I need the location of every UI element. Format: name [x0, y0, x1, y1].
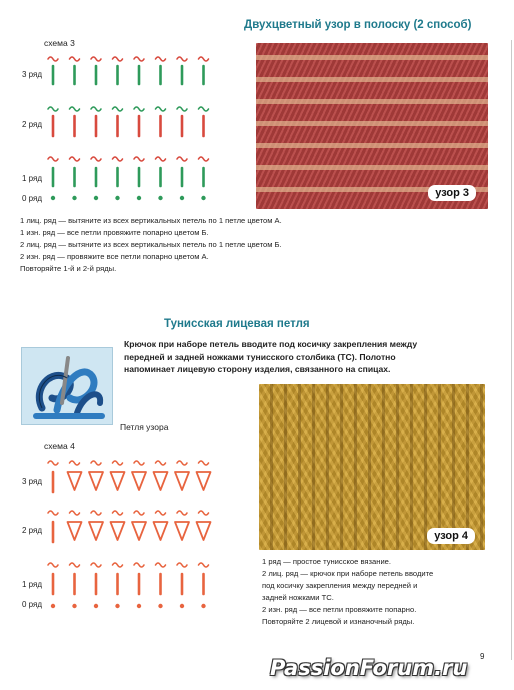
- chain-dot: [201, 604, 205, 608]
- tilde-mark: [91, 57, 101, 61]
- section2-instructions: [262, 556, 433, 628]
- tilde-mark: [177, 57, 187, 61]
- instruction-line: 1 лиц. ряд — вытяните из всех вертикальных петель по 1 петле цветом А.: [20, 216, 282, 225]
- tilde-mark: [156, 461, 166, 465]
- instruction-line: 1 изн. ряд — все петли провяжите попарно цветом Б.: [20, 228, 209, 237]
- chain-dot: [137, 604, 141, 608]
- triangle-stitch: [89, 472, 103, 490]
- schema3-diagram: [45, 48, 235, 208]
- schema4-row0-label: 0 ряд: [22, 600, 43, 609]
- tilde-mark: [91, 157, 101, 161]
- tilde-mark: [134, 57, 144, 61]
- tilde-mark: [199, 563, 209, 567]
- section2-intro: [124, 338, 417, 376]
- chain-dot: [51, 196, 55, 200]
- tilde-mark: [156, 107, 166, 111]
- intro-line: Крючок при наборе петель вводите под косичку закрепления между: [124, 339, 418, 349]
- triangle-stitch: [89, 522, 103, 540]
- tilde-mark: [91, 563, 101, 567]
- triangle-stitch: [197, 522, 211, 540]
- tilde-mark: [70, 563, 80, 567]
- instruction-line: 2 изн. ряд — провяжите все петли попарно цветом А.: [20, 252, 209, 261]
- schema4-row1-label: 1 ряд: [22, 580, 43, 589]
- tilde-mark: [199, 461, 209, 465]
- tilde-mark: [113, 461, 123, 465]
- instruction-line: 1 ряд — простое тунисское вязание.: [262, 557, 392, 566]
- tilde-mark: [156, 563, 166, 567]
- chain-dot: [180, 196, 184, 200]
- schema4-diagram: [45, 452, 235, 614]
- chain-dot: [115, 604, 119, 608]
- stitch-loop-illustration: [21, 347, 113, 425]
- triangle-stitch: [111, 522, 125, 540]
- page-edge: [511, 40, 512, 660]
- section1-title: Двухцветный узор в полоску (2 способ): [244, 19, 472, 31]
- tilde-mark: [156, 511, 166, 515]
- chain-dot: [115, 196, 119, 200]
- instruction-line: 2 лиц. ряд — крючок при наборе петель вводите: [262, 569, 434, 578]
- tilde-mark: [134, 563, 144, 567]
- instruction-line: Повторяйте 1-й и 2-й ряды.: [20, 264, 117, 273]
- tilde-mark: [48, 107, 58, 111]
- tilde-mark: [177, 563, 187, 567]
- triangle-stitch: [68, 472, 82, 490]
- instruction-line: задней ножками ТС.: [262, 593, 334, 602]
- tilde-mark: [177, 107, 187, 111]
- triangle-stitch: [68, 522, 82, 540]
- tilde-mark: [156, 157, 166, 161]
- section2-title: Тунисская лицевая петля: [164, 318, 310, 330]
- schema4-row2-label: 2 ряд: [22, 526, 43, 535]
- tilde-mark: [48, 511, 58, 515]
- triangle-stitch: [197, 472, 211, 490]
- pattern4-photo: [259, 384, 485, 550]
- site-watermark: PassionForum.ru: [270, 656, 468, 680]
- tilde-mark: [91, 461, 101, 465]
- tilde-mark: [134, 107, 144, 111]
- tilde-mark: [70, 511, 80, 515]
- chain-dot: [158, 196, 162, 200]
- schema3-row2-label: 2 ряд: [22, 120, 43, 129]
- tilde-mark: [177, 157, 187, 161]
- chain-dot: [158, 604, 162, 608]
- tilde-mark: [91, 107, 101, 111]
- tilde-mark: [48, 57, 58, 61]
- schema4-label: схема 4: [44, 441, 75, 451]
- pattern4-tag: узор 4: [427, 528, 475, 544]
- chain-dot: [72, 604, 76, 608]
- tilde-mark: [113, 511, 123, 515]
- instruction-line: Повторяйте 2 лицевой и изнаночный ряды.: [262, 617, 415, 626]
- chain-dot: [51, 604, 55, 608]
- chain-dot: [137, 196, 141, 200]
- page-number: 9: [480, 652, 485, 661]
- tilde-mark: [70, 461, 80, 465]
- tilde-mark: [134, 461, 144, 465]
- icon-caption: Петля узора: [120, 422, 169, 432]
- tilde-mark: [48, 461, 58, 465]
- loop-icon: [22, 348, 114, 426]
- pattern3-tag: узор 3: [428, 185, 476, 201]
- tilde-mark: [134, 157, 144, 161]
- tilde-mark: [113, 57, 123, 61]
- tilde-mark: [48, 157, 58, 161]
- chain-dot: [94, 196, 98, 200]
- tilde-mark: [199, 157, 209, 161]
- section1-instructions: [20, 215, 282, 275]
- tilde-mark: [70, 157, 80, 161]
- tilde-mark: [156, 57, 166, 61]
- intro-line: передней и задней ножками тунисского столбика (ТС). Полотно: [124, 351, 396, 362]
- chain-dot: [94, 604, 98, 608]
- instruction-line: 2 лиц. ряд — вытяните из всех вертикальных петель по 1 петле цветом Б.: [20, 240, 282, 249]
- triangle-stitch: [154, 522, 168, 540]
- chain-dot: [180, 604, 184, 608]
- tilde-mark: [177, 511, 187, 515]
- triangle-stitch: [132, 522, 146, 540]
- tilde-mark: [134, 511, 144, 515]
- pattern3-photo: [256, 43, 488, 209]
- triangle-stitch: [132, 472, 146, 490]
- tilde-mark: [113, 157, 123, 161]
- tilde-mark: [113, 107, 123, 111]
- tilde-mark: [70, 57, 80, 61]
- tilde-mark: [91, 511, 101, 515]
- tilde-mark: [199, 57, 209, 61]
- chain-dot: [72, 196, 76, 200]
- intro-line: напоминает лицевую сторону изделия, связанного на спицах.: [124, 364, 391, 374]
- triangle-stitch: [111, 472, 125, 490]
- tilde-mark: [199, 511, 209, 515]
- triangle-stitch: [154, 472, 168, 490]
- chain-dot: [201, 196, 205, 200]
- triangle-stitch: [175, 472, 189, 490]
- tilde-mark: [70, 107, 80, 111]
- schema3-row1-label: 1 ряд: [22, 174, 43, 183]
- schema3-row0-label: 0 ряд: [22, 194, 43, 203]
- tilde-mark: [48, 563, 58, 567]
- schema4-row3-label: 3 ряд: [22, 477, 43, 486]
- tilde-mark: [113, 563, 123, 567]
- instruction-line: под косичку закрепления между передней и: [262, 581, 418, 590]
- triangle-stitch: [175, 522, 189, 540]
- schema3-label: схема 3: [44, 38, 75, 48]
- instruction-line: 2 изн. ряд — все петли провяжите попарно.: [262, 605, 417, 614]
- tilde-mark: [199, 107, 209, 111]
- schema3-row3-label: 3 ряд: [22, 70, 43, 79]
- tilde-mark: [177, 461, 187, 465]
